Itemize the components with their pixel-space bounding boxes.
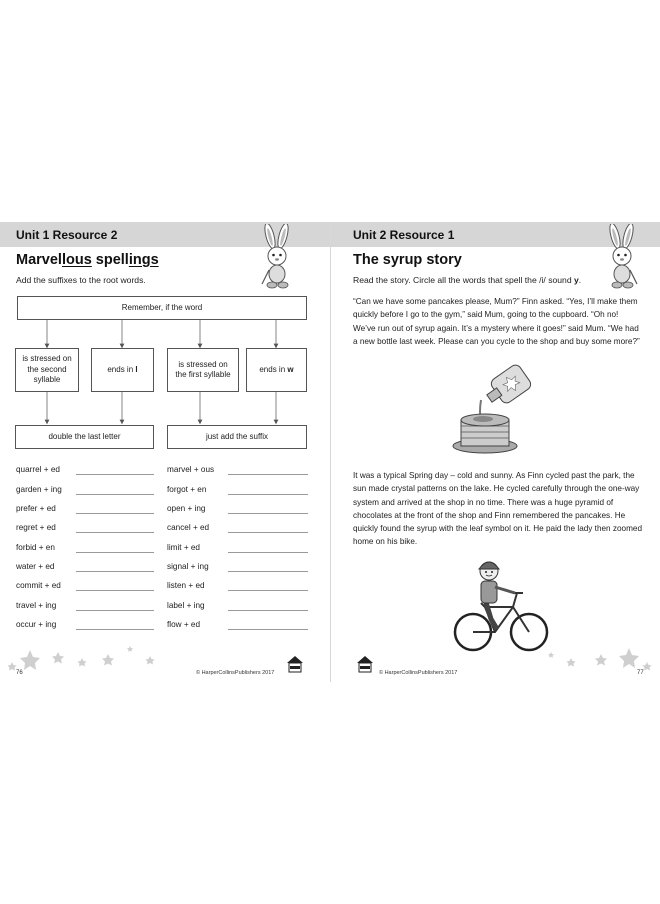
- condition-box-stressed-second: is stressed on the second syllable: [15, 348, 79, 392]
- answer-line[interactable]: [228, 629, 308, 630]
- flowchart-top-box: Remember, if the word: [17, 296, 307, 320]
- exercise-item: open + ing: [167, 504, 206, 513]
- story-paragraph-1: “Can we have some pancakes please, Mum?” Finn asked. “Yes, I’ll make them quickly before I go to the gym,” said Mum, going to the cupboard. “Oh no! We’ve run out of syrup again. It’s a mystery where it goes!” said Mum. “We had a new bottle last week. Please can you cycle to the shop and buy some more?”: [353, 297, 640, 346]
- condition-box-stressed-first: is stressed on the first syllable: [167, 348, 239, 392]
- answer-line[interactable]: [228, 494, 308, 495]
- condition-box-ends-in-w: ends in w: [246, 348, 307, 392]
- answer-line[interactable]: [76, 629, 154, 630]
- exercise-item: prefer + ed: [16, 504, 56, 513]
- right-unit-label: Unit 2 Resource 1: [353, 228, 455, 242]
- right-page: [330, 222, 660, 682]
- right-page-number: 77: [637, 670, 644, 676]
- right-copyright: © HarperCollinsPublishers 2017: [379, 670, 458, 676]
- answer-line[interactable]: [76, 494, 154, 495]
- answer-line[interactable]: [76, 571, 154, 572]
- exercise-item: label + ing: [167, 601, 205, 610]
- condition-box-ends-in-l: ends in l: [91, 348, 154, 392]
- answer-line[interactable]: [76, 513, 154, 514]
- result-box-double: double the last letter: [15, 425, 154, 449]
- left-instruction: Add the suffixes to the root words.: [16, 275, 146, 285]
- exercise-item: marvel + ous: [167, 465, 215, 474]
- story-paragraph-2: It was a typical Spring day – cold and sunny. As Finn cycled past the park, the sun made crystal patterns on the lake. He cycled carefully through the one-way system and arrived at the shop in no time. There was a huge pyramid of chocolates at the front of the shop and Finn remembered the pancakes. He quickly found the syrup with the leaf symbol on it. He paid the lady then zoomed home on his bike.: [353, 471, 643, 547]
- answer-line[interactable]: [228, 590, 308, 591]
- exercise-item: listen + ed: [167, 581, 205, 590]
- exercise-item: water + ed: [16, 562, 55, 571]
- exercise-item: quarrel + ed: [16, 465, 60, 474]
- exercise-item: occur + ing: [16, 620, 57, 629]
- exercise-item: regret + ed: [16, 523, 56, 532]
- left-unit-label: Unit 1 Resource 2: [16, 228, 118, 242]
- house-logo-icon: [355, 654, 375, 674]
- answer-line[interactable]: [76, 532, 154, 533]
- exercise-item: forgot + en: [167, 485, 207, 494]
- answer-line[interactable]: [228, 513, 308, 514]
- answer-line[interactable]: [228, 552, 308, 553]
- exercise-item: cancel + ed: [167, 523, 210, 532]
- exercise-item: limit + ed: [167, 543, 200, 552]
- pancakes-syrup-illustration: [449, 362, 549, 457]
- left-page-number: 76: [16, 670, 23, 676]
- answer-line[interactable]: [228, 610, 308, 611]
- exercise-item: signal + ing: [167, 562, 209, 571]
- exercise-item: forbid + en: [16, 543, 55, 552]
- answer-line[interactable]: [228, 532, 308, 533]
- left-copyright: © HarperCollinsPublishers 2017: [196, 670, 275, 676]
- answer-line[interactable]: [228, 571, 308, 572]
- answer-line[interactable]: [76, 590, 154, 591]
- exercise-item: commit + ed: [16, 581, 61, 590]
- exercise-item: travel + ing: [16, 601, 57, 610]
- answer-line[interactable]: [76, 474, 154, 475]
- right-instruction: Read the story. Circle all the words that spell the /i/ sound y.: [353, 275, 582, 285]
- answer-line[interactable]: [228, 474, 308, 475]
- left-page-title: Marvellous spellings: [16, 252, 159, 268]
- left-page: [0, 222, 330, 682]
- house-logo-icon: [285, 654, 305, 674]
- result-box-add-suffix: just add the suffix: [167, 425, 307, 449]
- right-page-title: The syrup story: [353, 252, 462, 268]
- exercise-item: flow + ed: [167, 620, 200, 629]
- rabbit-mascot-icon: [601, 224, 643, 292]
- star-decoration-icon: [0, 632, 330, 682]
- answer-line[interactable]: [76, 610, 154, 611]
- exercise-item: garden + ing: [16, 485, 62, 494]
- answer-line[interactable]: [76, 552, 154, 553]
